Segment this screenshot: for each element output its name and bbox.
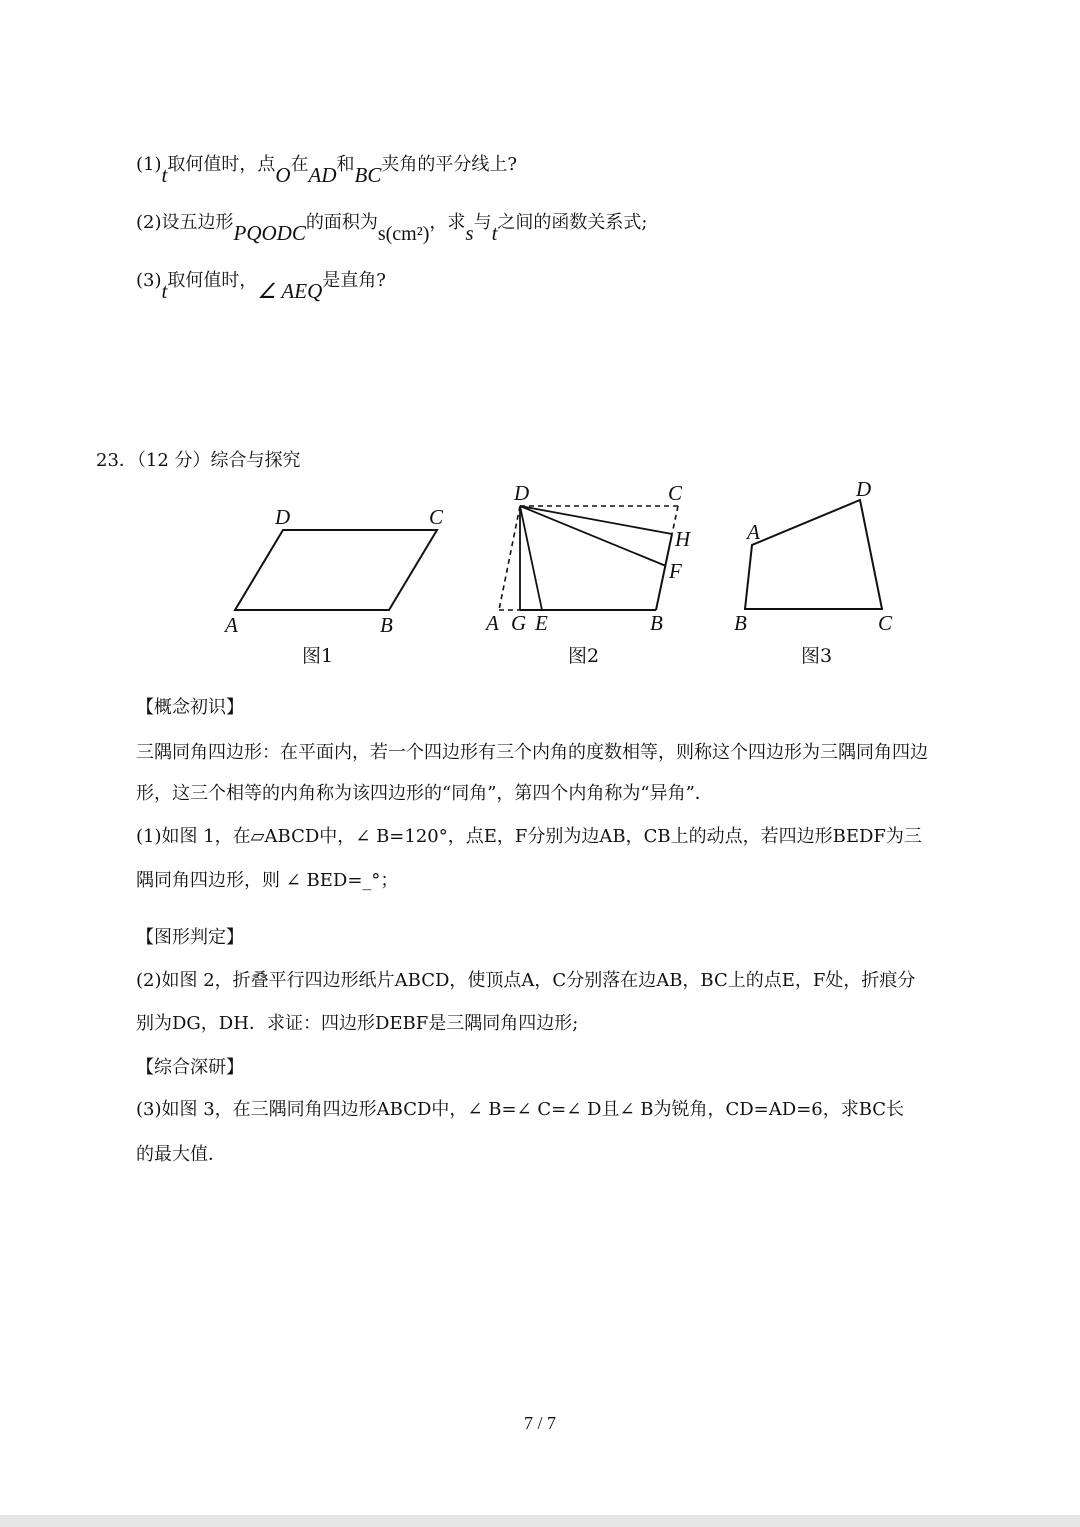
page-number: 7 / 7 — [523, 1413, 556, 1433]
label-D: D — [856, 477, 872, 501]
caption-figure-3: 图3 — [801, 645, 833, 667]
text: 取何值时， — [167, 270, 258, 291]
figure-2 — [480, 480, 710, 645]
text: 和 — [336, 154, 355, 175]
math-s: s — [465, 221, 474, 245]
section-judgement: 【图形判定】 — [136, 927, 244, 948]
text: 取何值时，点 — [167, 154, 276, 175]
text: 的面积为 — [305, 212, 378, 233]
label-B: B — [734, 611, 747, 635]
label-G: G — [511, 611, 527, 635]
math-angle: ∠ AEQ — [257, 279, 323, 303]
label-B: B — [650, 611, 663, 635]
math-area-unit: s(cm²) — [377, 223, 430, 245]
label-E: E — [535, 611, 548, 635]
folded-parallelogram-figure — [480, 480, 710, 640]
question-2-line-1: (2)如图 2，折叠平行四边形纸片ABCD，使顶点A，C分别落在边AB，BC上的点E，F处，折痕分 — [136, 970, 916, 991]
definition-line-2: 形，这三个相等的内角称为该四边形的“同角”，第四个内角称为“异角”． — [136, 783, 713, 804]
question-1-line-1: (1)如图 1，在▱ABCD中，∠ B=120°，点E，F分别为边AB，CB上的动点，若四边形BEDF为三 — [136, 826, 922, 847]
question-2-line-2: 别为DG，DH．求证：四边形DEBF是三隅同角四边形; — [136, 1013, 579, 1034]
figure-1 — [215, 500, 455, 645]
text: 夹角的平分线上? — [381, 154, 518, 175]
label-B: B — [380, 613, 393, 637]
text: 与 — [473, 212, 492, 233]
math-polygon: PQODC — [233, 221, 306, 245]
label-D: D — [514, 481, 530, 505]
q22-part1 — [136, 150, 518, 187]
math-AD: AD — [308, 163, 337, 187]
math-t: t — [161, 279, 168, 303]
question-3-line-2: 的最大值． — [136, 1144, 226, 1165]
text: 在 — [290, 154, 309, 175]
caption-figure-1: 图1 — [302, 645, 334, 667]
figure-3 — [725, 476, 905, 645]
definition-line-1: 三隅同角四边形：在平面内，若一个四边形有三个内角的度数相等，则称这个四边形为三隅同角四边 — [136, 742, 928, 763]
q22-part3 — [136, 266, 386, 303]
q23-header: 23．（12 分）综合与探究 — [96, 450, 301, 471]
quadrilateral-figure — [725, 476, 905, 640]
label-A: A — [486, 611, 499, 635]
label-F: F — [669, 559, 682, 583]
part-number: (1) — [136, 154, 162, 175]
text: 之间的函数关系式; — [497, 212, 648, 233]
math-t: t — [491, 221, 498, 245]
label-A: A — [747, 520, 760, 544]
part-number: (2) — [136, 212, 162, 233]
parallelogram-figure — [215, 500, 455, 640]
math-O: O — [275, 163, 291, 187]
q22-part2 — [136, 208, 648, 245]
text: 是直角? — [322, 270, 386, 291]
math-BC: BC — [354, 163, 382, 187]
part-number: (3) — [136, 270, 162, 291]
bottom-edge — [0, 1515, 1080, 1527]
label-A: A — [225, 613, 238, 637]
label-H: H — [675, 527, 691, 551]
question-3-line-1: (3)如图 3，在三隅同角四边形ABCD中，∠ B=∠ C=∠ D且∠ B为锐角，CD=AD=6，求BC长 — [136, 1099, 905, 1120]
section-concept: 【概念初识】 — [136, 697, 244, 718]
label-D: D — [275, 505, 291, 529]
label-C: C — [429, 505, 444, 529]
text: 设五边形 — [161, 212, 234, 233]
math-t: t — [161, 163, 168, 187]
caption-figure-2: 图2 — [568, 645, 600, 667]
label-C: C — [878, 611, 893, 635]
label-C: C — [668, 481, 683, 505]
text: ，求 — [429, 212, 466, 233]
section-comprehensive: 【综合深研】 — [136, 1057, 244, 1078]
question-1-line-2: 隅同角四边形，则 ∠ BED=_°； — [136, 870, 399, 891]
